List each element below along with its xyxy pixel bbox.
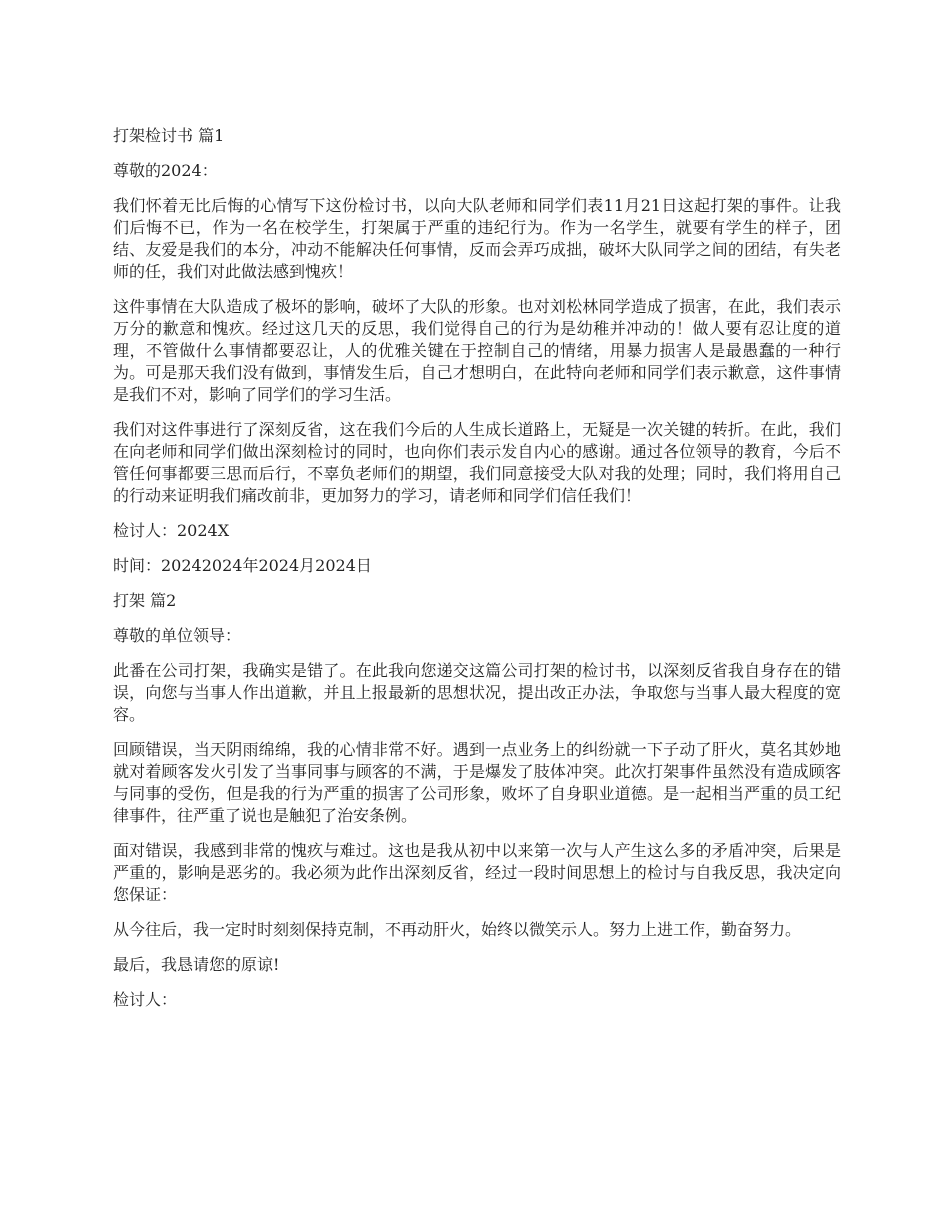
body-paragraph: 我们怀着无比后悔的心情写下这份检讨书，以向大队老师和同学们表11月21日这起打架的事件。让我们后悔不已，作为一名在校学生，打架属于严重的违纪行为。作为一名学生，就要有学生的样子，团结、友爱是我们的本分，冲动不能解决任何事情，反而会弄巧成拙，破坏大队同学之间的团结，有失老师的任，我们对此做法感到愧疚！ xyxy=(113,196,841,281)
body-paragraph: 面对错误，我感到非常的愧疚与难过。这也是我从初中以来第一次与人产生这么多的矛盾冲突，后果是严重的，影响是恶劣的。我必须为此作出深刻反省，经过一段时间思想上的检讨与自我反思，我决定向您保证： xyxy=(113,841,841,904)
body-paragraph: 此番在公司打架，我确实是错了。在此我向您递交这篇公司打架的检讨书，以深刻反省我自身存在的错误，向您与当事人作出道歉，并且上报最新的思想状况，提出改正办法，争取您与当事人最大程度的宽容。 xyxy=(113,661,841,724)
body-paragraph: 这件事情在大队造成了极坏的影响，破坏了大队的形象。也对刘松林同学造成了损害，在此，我们表示万分的歉意和愧疚。经过这几天的反思，我们觉得自己的行为是幼稚并冲动的！做人要有忍让度的道理，不管做什么事情都要忍让，人的优雅关键在于控制自己的情绪，用暴力损害人是最愚蠢的一种行为。可是那天我们没有做到，事情发生后，自己才想明白，在此特向老师和同学们表示歉意，这件事情是我们不对，影响了同学们的学习生活。 xyxy=(113,297,841,404)
closing-line: 最后，我恳请您的原谅! xyxy=(113,955,280,974)
body-paragraph: 回顾错误，当天阴雨绵绵，我的心情非常不好。遇到一点业务上的纠纷就一下子动了肝火，莫名其妙地就对着顾客发火引发了当事同事与顾客的不满，于是爆发了肢体冲突。此次打架事件虽然没有造成顾客与同事的受伤，但是我的行为严重的损害了公司形象，败坏了自身职业道德。是一起相当严重的员工纪律事件，往严重了说也是触犯了治安条例。 xyxy=(113,740,841,825)
body-paragraph: 我们对这件事进行了深刻反省，这在我们今后的人生成长道路上，无疑是一次关键的转折。在此，我们在向老师和同学们做出深刻检讨的同时，也向你们表示发自内心的感谢。通过各位领导的教育，今后不管任何事都要三思而后行，不辜负老师们的期望，我们同意接受大队对我的处理；同时，我们将用自己的行动来证明我们痛改前非，更加努力的学习，请老师和同学们信任我们！ xyxy=(113,420,841,505)
document-page xyxy=(113,125,841,1024)
section-title-1: 打架检讨书 篇1 xyxy=(113,126,225,145)
signature-line-1: 检讨人：2024X xyxy=(113,521,230,540)
salutation-1: 尊敬的2024： xyxy=(113,161,218,180)
salutation-2: 尊敬的单位领导： xyxy=(113,626,242,645)
date-line-1: 时间：20242024年2024月2024日 xyxy=(113,556,372,575)
section-title-2: 打架 篇2 xyxy=(113,591,177,610)
body-paragraph: 从今往后，我一定时时刻刻保持克制，不再动肝火，始终以微笑示人。努力上进工作，勤奋努力。 xyxy=(113,920,802,939)
signature-line-2: 检讨人： xyxy=(113,990,178,1009)
